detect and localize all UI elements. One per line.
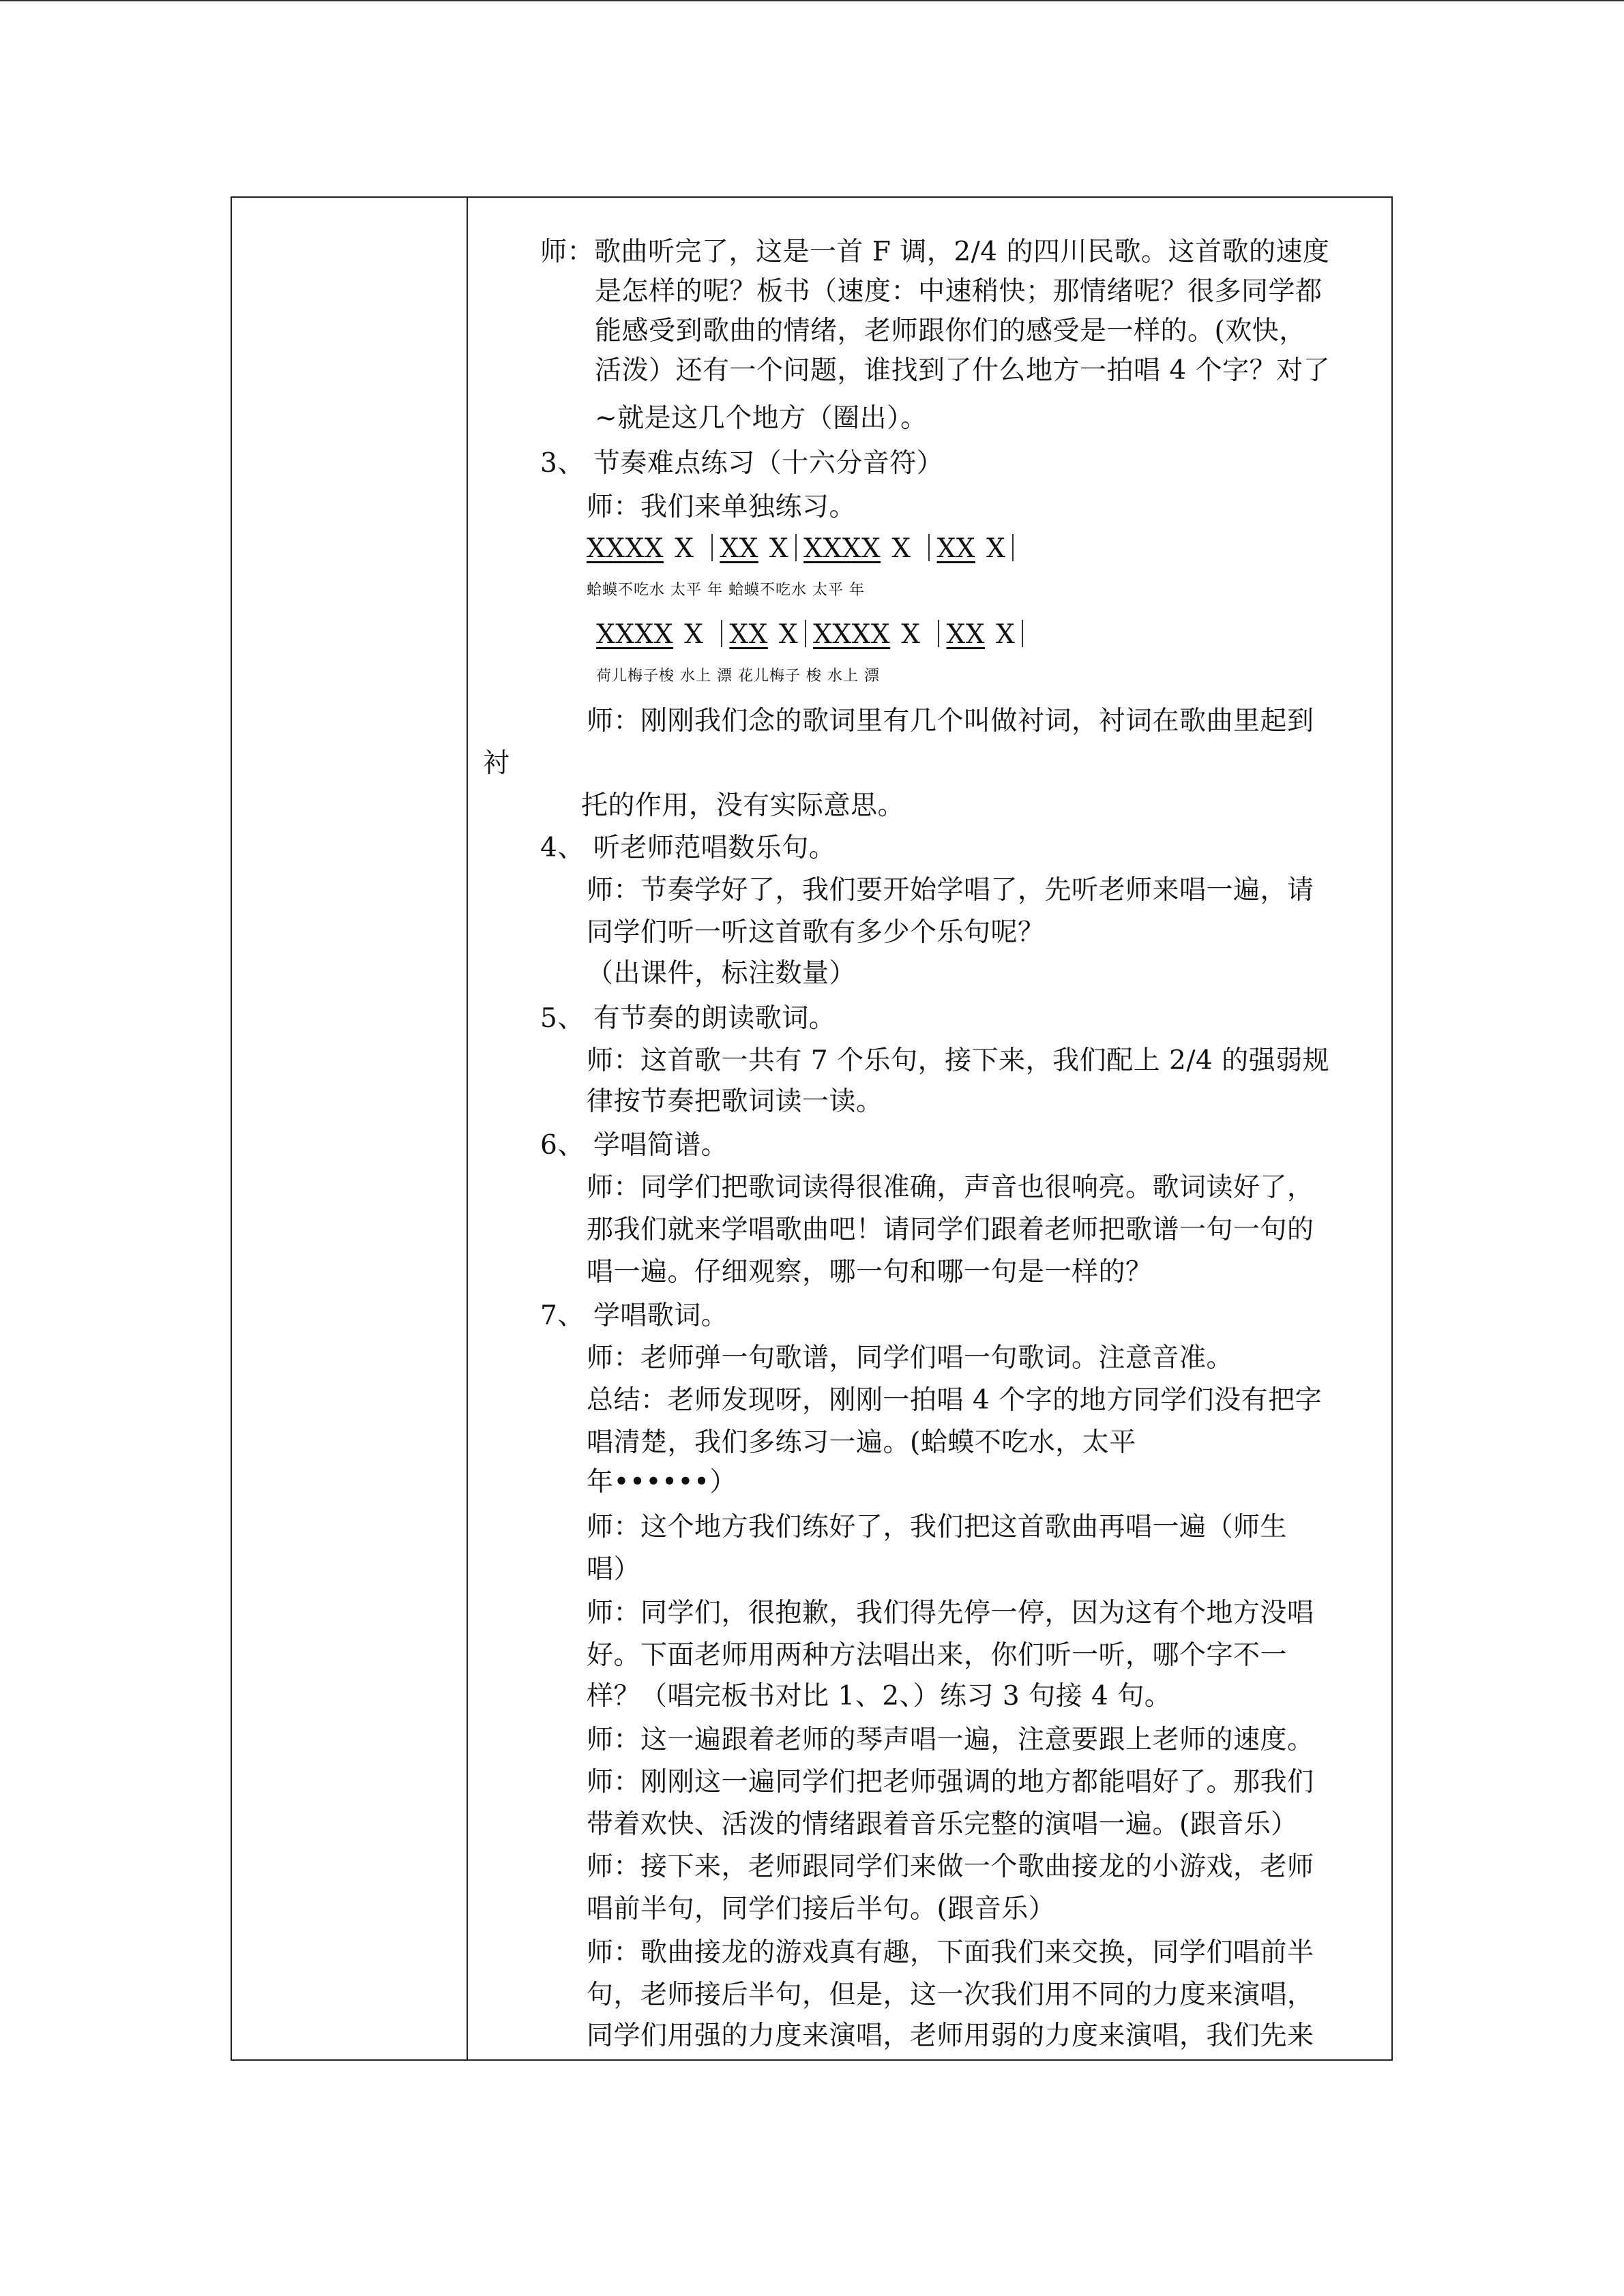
lyrics-row-1: 蛤蟆不吃水 太平 年 蛤蟆不吃水 太平 年 (587, 582, 865, 599)
text-line: 师：我们来单独练习。 (587, 492, 857, 522)
text-line: 能感受到歌曲的情绪，老师跟你们的感受是一样的。(欢快， (595, 316, 1306, 346)
text-line: 师：同学们把歌词读得很准确，声音也很响亮。歌词读好了， (587, 1172, 1314, 1203)
rhythm-note: XXXX (587, 533, 664, 564)
column-divider (467, 196, 468, 2061)
barline (938, 620, 939, 647)
rhythm-note: XX (946, 619, 985, 650)
top-border (0, 0, 1624, 1)
text-line: 是怎样的呢？板书（速度：中速稍快；那情绪呢？很多同学都 (595, 276, 1323, 307)
text-line: 总结：老师发现呀，刚刚一拍唱 4 个字的地方同学们没有把字 (587, 1385, 1323, 1416)
text-line: 师：刚刚这一遍同学们把老师强调的地方都能唱好了。那我们 (587, 1767, 1314, 1798)
text-line: 师：刚刚我们念的歌词里有几个叫做衬词，衬词在歌曲里起到 (587, 706, 1314, 736)
text-line: 师：接下来，老师跟同学们来做一个歌曲接龙的小游戏，老师 (587, 1851, 1314, 1882)
rhythm-note: X (769, 533, 789, 564)
barline (1022, 620, 1023, 647)
rhythm-note: X (684, 619, 704, 650)
rhythm-note: XX (936, 533, 975, 564)
text-line: 句，老师接后半句，但是，这一次我们用不同的力度来演唱， (587, 1980, 1314, 2010)
text-line: 师：歌曲接龙的游戏真有趣，下面我们来交换，同学们唱前半 (587, 1937, 1314, 1968)
text-line: 活泼）还有一个问题，谁找到了什么地方一拍唱 4 个字？对了 (595, 355, 1331, 386)
section-heading-3: 3、 节奏难点练习（十六分音符） (540, 448, 944, 479)
section-heading-4: 4、 听老师范唱数乐句。 (540, 833, 836, 863)
section-heading-6: 6、 学唱简谱。 (540, 1130, 728, 1161)
barline (805, 620, 806, 647)
text-line: 唱） (587, 1554, 641, 1585)
barline (795, 534, 797, 561)
text-line: 那我们就来学唱歌曲吧！请同学们跟着老师把歌谱一句一句的 (587, 1214, 1314, 1245)
text-line: 好。下面老师用两种方法唱出来，你们听一听，哪个字不一 (587, 1640, 1288, 1671)
barline (711, 534, 713, 561)
lyrics-row-2: 荷儿梅子梭 水上 漂 花儿梅子 梭 水上 漂 (596, 668, 880, 685)
text-line: ~就是这几个地方（圈出）。 (595, 403, 928, 434)
rhythm-note: X (675, 533, 694, 564)
text-line: 师：节奏学好了，我们要开始学唱了，先听老师来唱一遍，请 (587, 875, 1314, 906)
text-line: 师：这个地方我们练好了，我们把这首歌曲再唱一遍（师生 (587, 1512, 1288, 1542)
rhythm-note: X (995, 619, 1016, 650)
rhythm-row-2 (596, 619, 1030, 651)
rhythm-note: XXXX (596, 619, 674, 650)
text-line: 同学们听一听这首歌有多少个乐句呢？ (587, 917, 1045, 948)
text-line: 师：这一遍跟着老师的琴声唱一遍，注意要跟上老师的速度。 (587, 1725, 1314, 1755)
section-heading-7: 7、 学唱歌词。 (540, 1300, 728, 1331)
text-line: 律按节奏把歌词读一读。 (587, 1086, 883, 1117)
text-line: 师：同学们，很抱歉，我们得先停一停，因为这有个地方没唱 (587, 1598, 1314, 1628)
rhythm-note: XXXX (813, 619, 891, 650)
rhythm-row-1 (587, 533, 1020, 565)
barline (1012, 534, 1014, 561)
rhythm-note: X (901, 619, 921, 650)
text-line: 唱前半句，同学们接后半句。(跟音乐） (587, 1894, 1056, 1924)
text-line: 样？（唱完板书对比 1、2、）练习 3 句接 4 句。 (587, 1681, 1172, 1712)
text-line: 师：这首歌一共有 7 个乐句，接下来，我们配上 2/4 的强弱规 (587, 1045, 1330, 1076)
text-line: 衬 (483, 748, 510, 779)
rhythm-note: X (891, 533, 911, 564)
barline (928, 534, 930, 561)
text-line: 年••••••） (587, 1467, 737, 1497)
rhythm-note: XXXX (803, 533, 881, 564)
rhythm-note: XX (729, 619, 768, 650)
text-line: 同学们用强的力度来演唱，老师用弱的力度来演唱，我们先来 (587, 2021, 1314, 2051)
text-line: 师：老师弹一句歌谱，同学们唱一句歌词。注意音准。 (587, 1343, 1234, 1373)
text-line: 师：歌曲听完了，这是一首 F 调，2/4 的四川民歌。这首歌的速度 (540, 237, 1330, 267)
text-line: （出课件，标注数量） (587, 958, 857, 989)
rhythm-note: X (778, 619, 799, 650)
text-line: 唱清楚，我们多练习一遍。(蛤蟆不吃水，太平 (587, 1427, 1136, 1458)
rhythm-note: XX (720, 533, 758, 564)
text-line: 托的作用，没有实际意思。 (581, 790, 905, 821)
rhythm-note: X (986, 533, 1006, 564)
section-heading-5: 5、 有节奏的朗读歌词。 (540, 1003, 836, 1034)
barline (721, 620, 722, 647)
text-line: 带着欢快、活泼的情绪跟着音乐完整的演唱一遍。(跟音乐） (587, 1809, 1298, 1840)
text-line: 唱一遍。仔细观察，哪一句和哪一句是一样的？ (587, 1257, 1153, 1287)
